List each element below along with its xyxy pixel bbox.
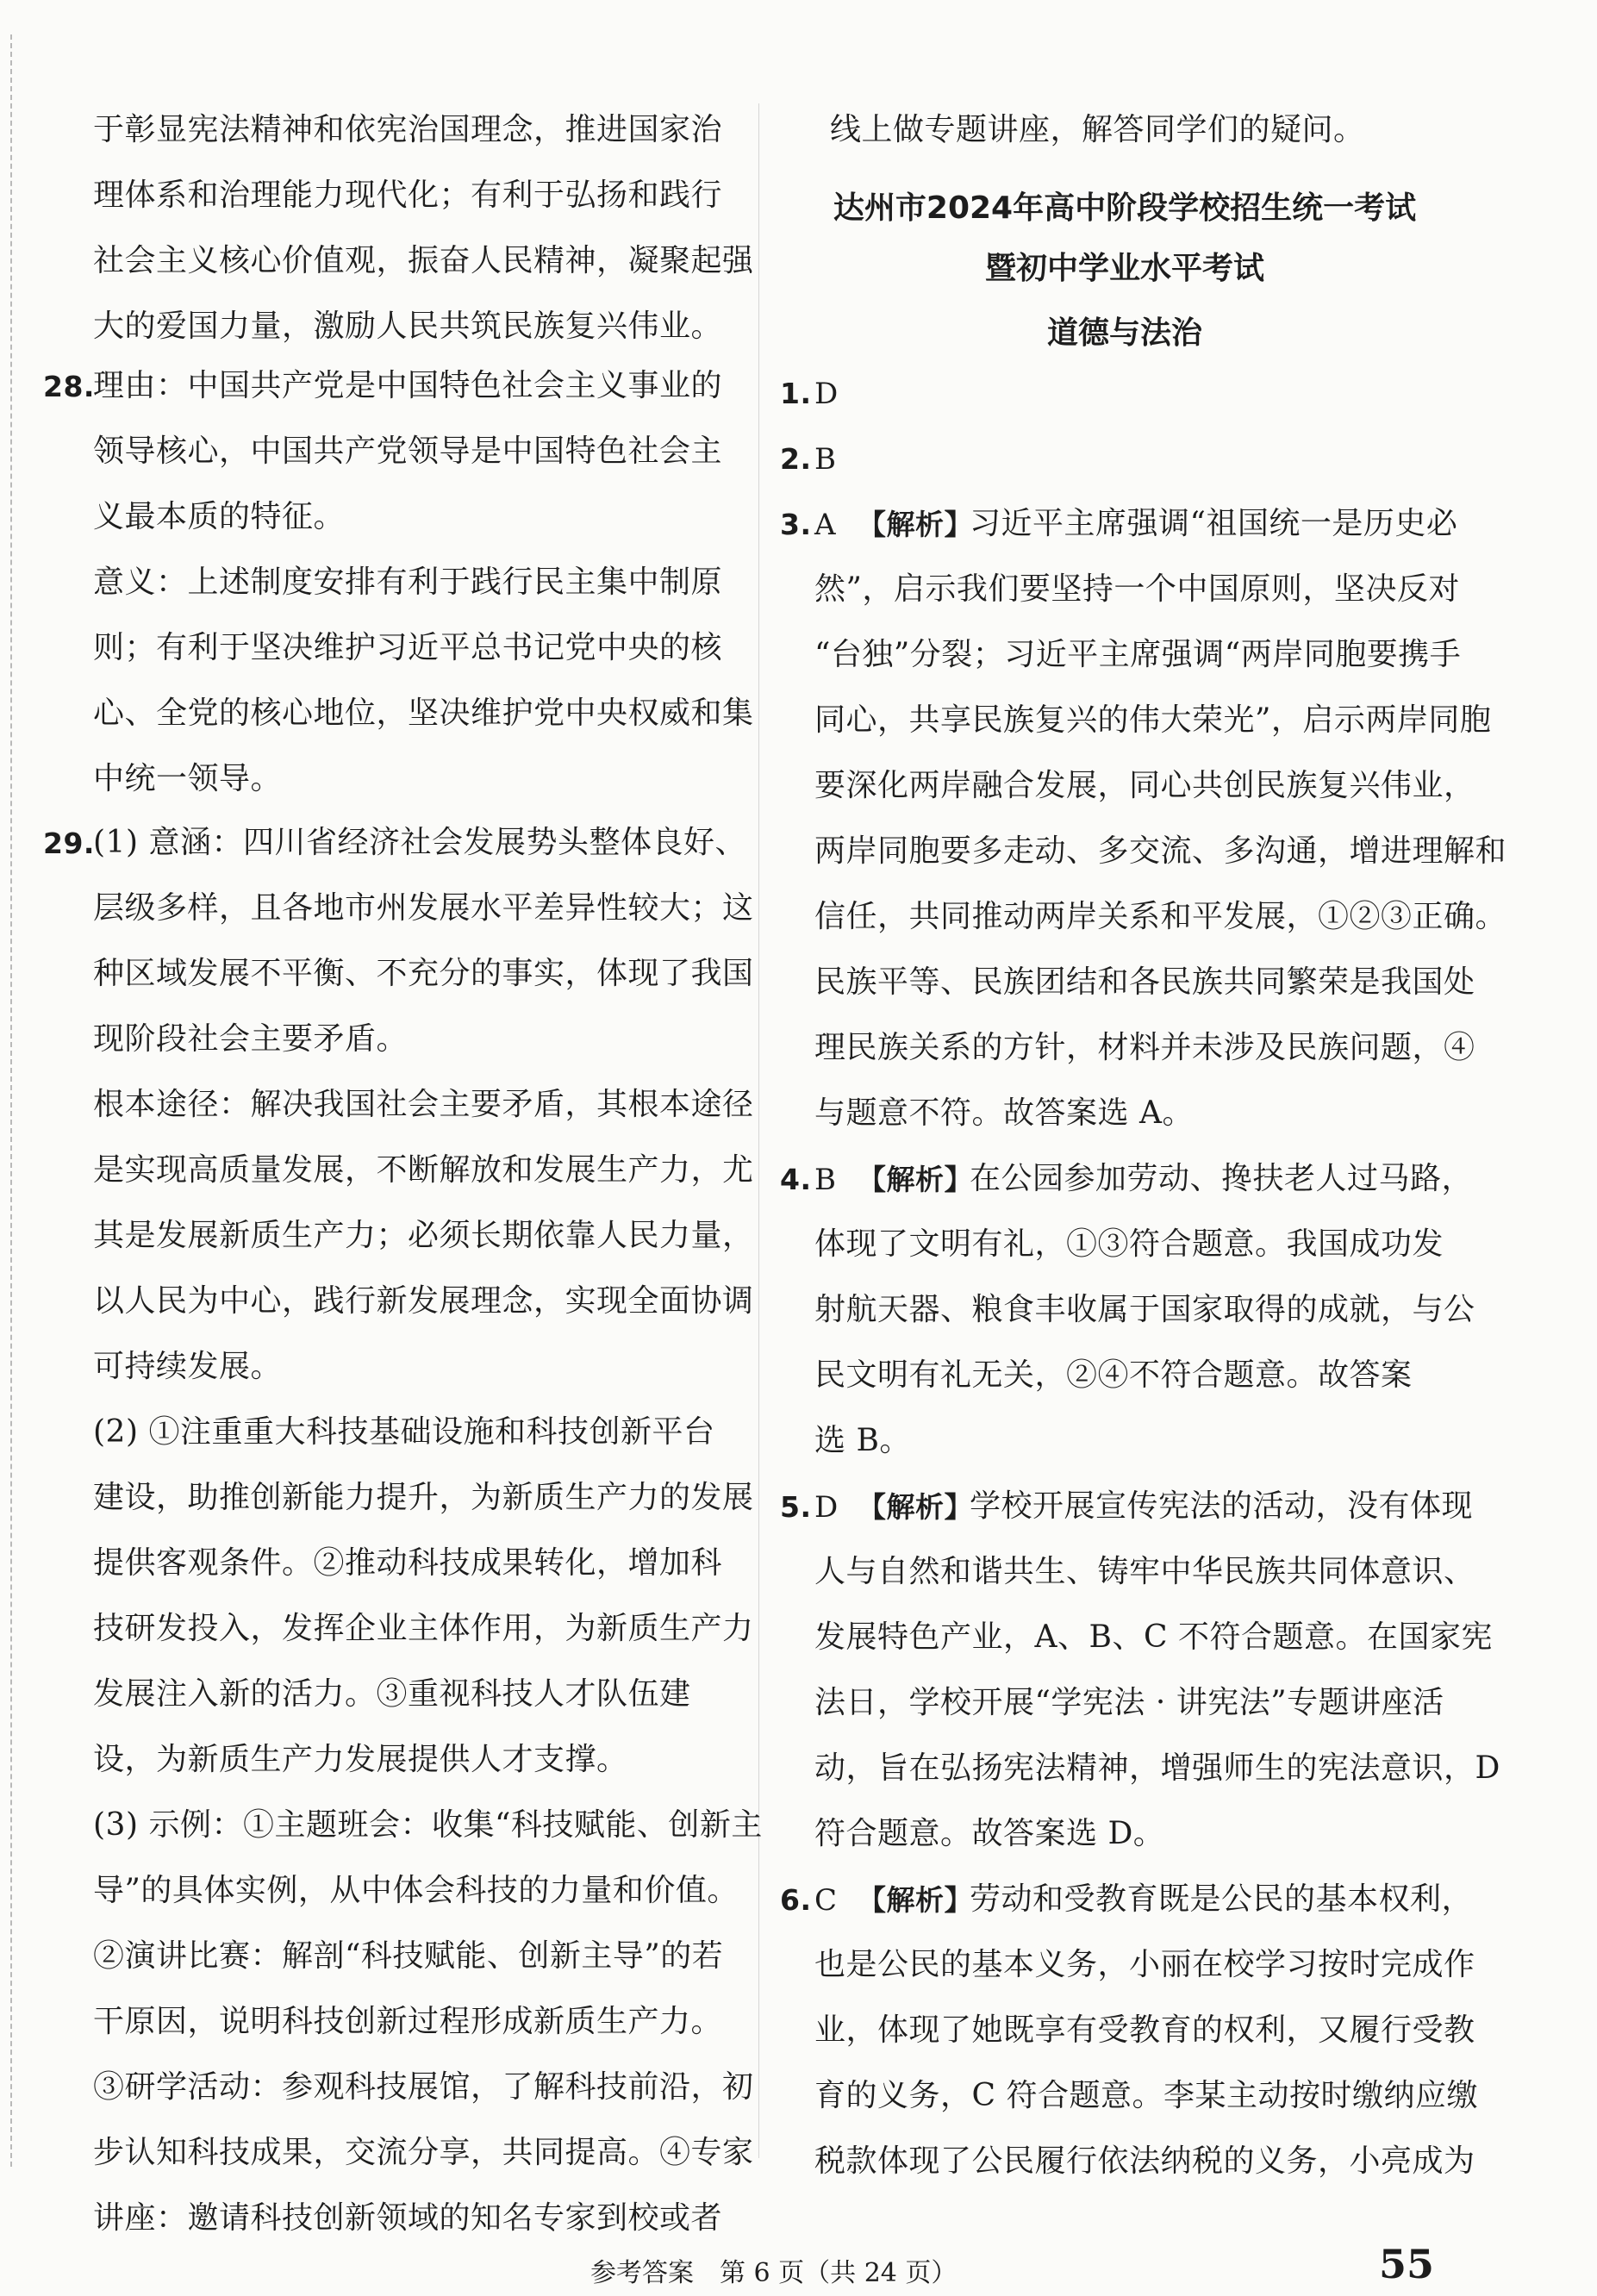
text-line: 发展注入新的活力。③重视科技人才队伍建 (93, 1676, 691, 1712)
text-line: 也是公民的基本义务，小丽在校学习按时完成作 (814, 1947, 1475, 1982)
question-number: 2. (780, 442, 812, 476)
answer-letter: A (814, 508, 837, 542)
text-line: 发展特色产业，A、B、C 不符合题意。在国家宪 (814, 1619, 1493, 1655)
text-line: 符合题意。故答案选 D。 (814, 1816, 1165, 1851)
text-line: 社会主义核心价值观，振奋人民精神，凝聚起强 (93, 243, 754, 278)
text-line: 税款体现了公民履行依法纳税的义务，小亮成为 (814, 2143, 1475, 2179)
analysis-tag: 【解析】 (858, 1490, 973, 1524)
text-line: 两岸同胞要多走动、多交流、多沟通，增进理解和 (814, 833, 1507, 869)
text-line: 导”的具体实例，从中体会科技的力量和价值。 (93, 1873, 739, 1908)
text-line: 习近平主席强调“祖国统一是历史必 (970, 506, 1458, 541)
text-line: 其是发展新质生产力；必须长期依靠人民力量， (93, 1218, 754, 1253)
text-line: 线上做专题讲座，解答同学们的疑问。 (830, 112, 1365, 147)
analysis-tag: 【解析】 (858, 1163, 973, 1196)
text-line: 法日，学校开展“学宪法 · 讲宪法”专题讲座活 (814, 1685, 1444, 1720)
text-line: (2) ①注重重大科技基础设施和科技创新平台 (93, 1414, 715, 1450)
text-line: 劳动和受教育既是公民的基本权利， (970, 1881, 1474, 1917)
text-line: 心、全党的核心地位，坚决维护党中央权威和集 (93, 696, 754, 731)
question-number: 5. (780, 1490, 812, 1524)
text-line: 则；有利于坚决维护习近平总书记党中央的核 (93, 630, 723, 665)
answer-letter: B (814, 1163, 837, 1197)
text-line: 人与自然和谐共生、铸牢中华民族共同体意识、 (814, 1554, 1475, 1589)
analysis-tag: 【解析】 (858, 508, 973, 541)
text-line: 要深化两岸融合发展，同心共创民族复兴伟业， (814, 768, 1475, 803)
text-line: 射航天器、粮食丰收属于国家取得的成就，与公 (814, 1292, 1475, 1327)
subject-title: 道德与法治 (1046, 315, 1202, 351)
text-line: 是实现高质量发展，不断解放和发展生产力，尤 (93, 1152, 754, 1188)
question-number: 28. (43, 370, 95, 403)
text-line: 育的义务，C 符合题意。李某主动按时缴纳应缴 (814, 2078, 1478, 2113)
analysis-tag: 【解析】 (858, 1883, 973, 1917)
text-line: 理由：中国共产党是中国特色社会主义事业的 (93, 368, 723, 403)
binding-margin-dashes (10, 34, 12, 2167)
text-line: 于彰显宪法精神和依宪治国理念，推进国家治 (93, 112, 723, 147)
text-line: 种区域发展不平衡、不充分的事实，体现了我国 (93, 956, 754, 991)
answer-letter: D (814, 377, 839, 411)
text-line: 体现了文明有礼，①③符合题意。我国成功发 (814, 1226, 1444, 1262)
text-line: 与题意不符。故答案选 A。 (814, 1095, 1194, 1131)
text-line: ③研学活动：参观科技展馆，了解科技前沿，初 (93, 2069, 754, 2105)
text-line: 步认知科技成果，交流分享，共同提高。④专家 (93, 2135, 754, 2170)
answer-letter: B (814, 442, 837, 477)
answer-letter: D (814, 1490, 839, 1525)
footer-text: 参考答案 第 6 页（共 24 页） (590, 2258, 958, 2288)
text-line: 设，为新质生产力发展提供人才支撑。 (93, 1742, 628, 1777)
text-line: (3) 示例：①主题班会：收集“科技赋能、创新主 (93, 1807, 763, 1843)
text-line: 义最本质的特征。 (93, 499, 346, 534)
text-line: 以人民为中心，践行新发展理念，实现全面协调 (93, 1283, 754, 1319)
text-line: (1) 意涵：四川省经济社会发展势头整体良好、 (93, 825, 746, 860)
text-line: 根本途径：解决我国社会主要矛盾，其根本途径 (93, 1087, 754, 1122)
text-line: 领导核心，中国共产党领导是中国特色社会主 (93, 434, 723, 469)
text-line: 意义：上述制度安排有利于践行民主集中制原 (93, 565, 723, 600)
answer-letter: C (814, 1883, 838, 1918)
text-line: 可持续发展。 (93, 1349, 283, 1384)
question-number: 6. (780, 1883, 812, 1917)
text-line: 层级多样，且各地市州发展水平差异性较大；这 (93, 890, 754, 926)
exam-title: 达州市2024年高中阶段学校招生统一考试 (833, 190, 1417, 226)
text-line: “台独”分裂；习近平主席强调“两岸同胞要携手 (814, 637, 1462, 672)
text-line: 信任，共同推动两岸关系和平发展，①②③正确。 (814, 899, 1507, 934)
page-number: 55 (1379, 2241, 1435, 2287)
question-number: 1. (780, 377, 812, 410)
text-line: 技研发投入，发挥企业主体作用，为新质生产力 (93, 1611, 754, 1646)
text-line: 建设，助推创新能力提升，为新质生产力的发展 (93, 1480, 754, 1515)
text-line: 干原因，说明科技创新过程形成新质生产力。 (93, 2004, 723, 2039)
text-line: 动，旨在弘扬宪法精神，增强师生的宪法意识，D (814, 1750, 1500, 1786)
text-line: 提供客观条件。②推动科技成果转化，增加科 (93, 1545, 723, 1581)
text-line: 学校开展宣传宪法的活动，没有体现 (970, 1488, 1474, 1524)
text-line: 现阶段社会主要矛盾。 (93, 1021, 409, 1057)
text-line: 同心，共享民族复兴的伟大荣光”，启示两岸同胞 (814, 702, 1492, 738)
question-number: 29. (43, 827, 95, 860)
text-line: 在公园参加劳动、搀扶老人过马路， (970, 1161, 1474, 1196)
text-line: 大的爱国力量，激励人民共筑民族复兴伟业。 (93, 309, 723, 344)
text-line: 民文明有礼无关，②④不符合题意。故答案 (814, 1357, 1413, 1393)
text-line: 然”，启示我们要坚持一个中国原则，坚决反对 (814, 571, 1460, 607)
text-line: 民族平等、民族团结和各民族共同繁荣是我国处 (814, 964, 1475, 1000)
text-line: 选 B。 (814, 1423, 911, 1458)
text-line: 中统一领导。 (93, 761, 283, 796)
text-line: 理民族关系的方针，材料并未涉及民族问题，④ (814, 1030, 1475, 1065)
question-number: 3. (780, 508, 812, 541)
text-line: 业，体现了她既享有受教育的权利，又履行受教 (814, 2012, 1475, 2048)
column-divider (758, 103, 759, 2158)
text-line: 讲座：邀请科技创新领域的知名专家到校或者 (93, 2200, 723, 2236)
exam-subtitle: 暨初中学业水平考试 (984, 251, 1264, 286)
text-line: 理体系和治理能力现代化；有利于弘扬和践行 (93, 178, 723, 213)
text-line: ②演讲比赛：解剖“科技赋能、创新主导”的若 (93, 1938, 724, 1974)
question-number: 4. (780, 1163, 812, 1196)
